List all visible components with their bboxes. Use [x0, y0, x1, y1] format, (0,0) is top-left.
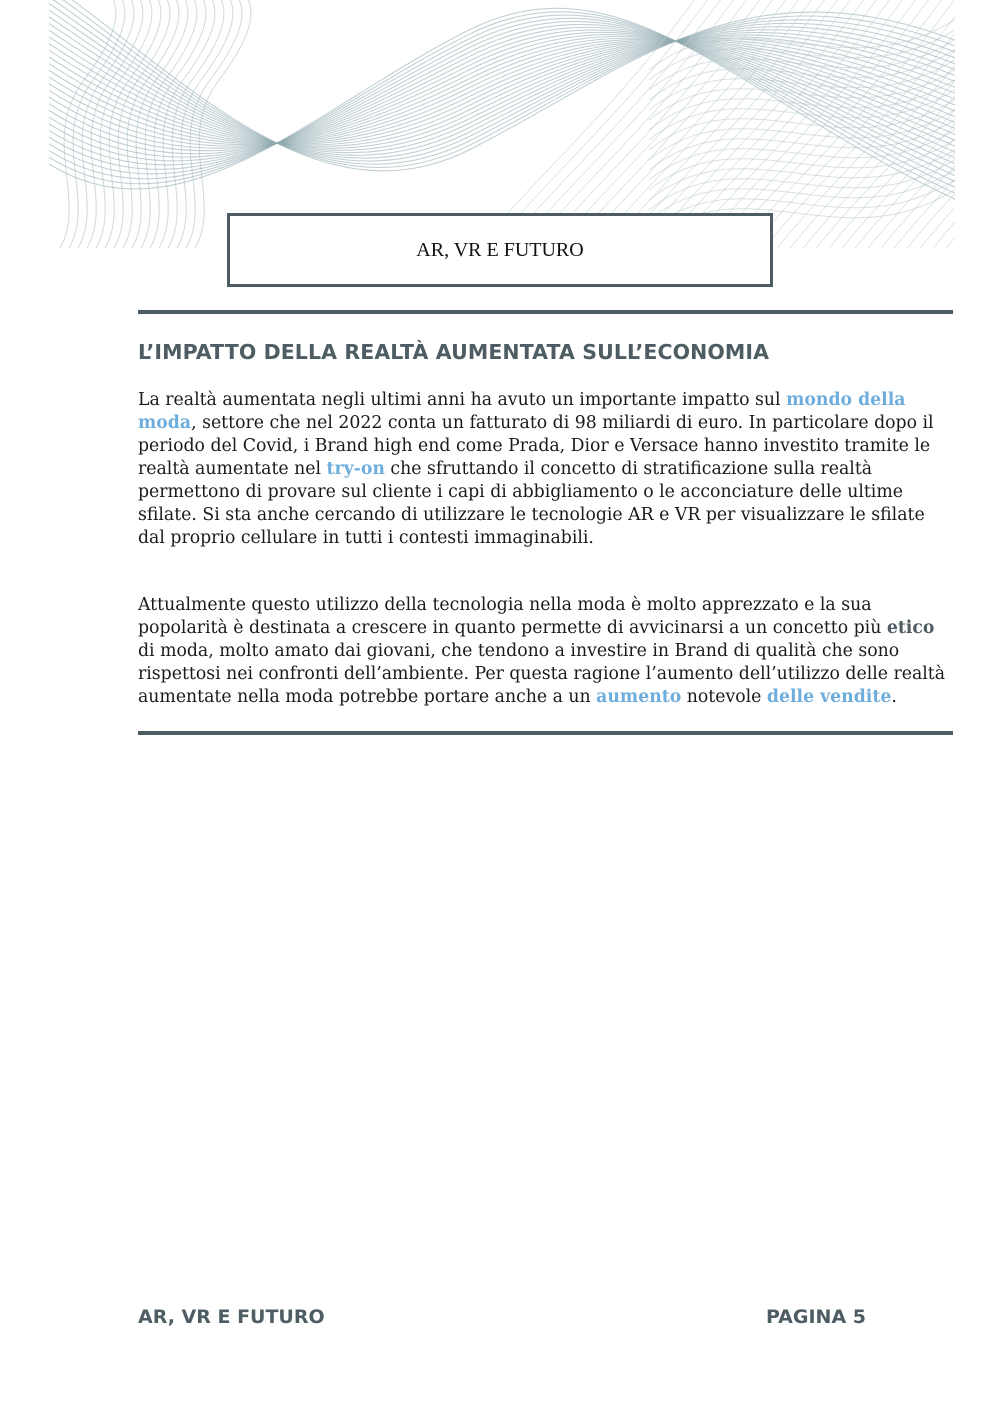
p1-text-1: La realtà aumentata negli ultimi anni ha avuto un importante impatto sul — [138, 390, 787, 410]
header-title-box — [227, 213, 773, 287]
paragraph-1 — [138, 389, 956, 550]
section-heading: L’IMPATTO DELLA REALTÀ AUMENTATA SULL’ECONOMIA — [138, 340, 770, 364]
divider-bottom — [138, 731, 953, 735]
p2-highlight-aumento: aumento — [596, 687, 682, 707]
p2-text-2: di moda, molto amato dai giovani, che tendono a investire in Brand di qualità che sono rispettosi nei confronti dell’ambiente. Per questa ragione l’aumento dell’utilizzo delle realtà aumentate nella moda potrebbe portare anche a un — [138, 641, 946, 707]
divider-top — [138, 310, 953, 314]
p2-highlight-etico: etico — [886, 618, 935, 638]
p1-text-2: , settore che nel 2022 conta un fatturato di 98 miliardi di euro. In particolare dopo il periodo del Covid, i Brand high end come Prada, Dior e Versace hanno investito tramite le realtà aumentate nel — [138, 413, 934, 479]
p2-text-4: . — [891, 687, 897, 707]
p2-highlight-delle-vendite: delle vendite — [766, 687, 892, 707]
p1-text-3: che sfruttando il concetto di stratificazione sulla realtà permettono di provare sul cliente i capi di abbigliamento o le acconciature delle ultime sfilate. Si sta anche cercando di utilizzare le tecnologie AR e VR per visualizzare le sfilate dal proprio cellulare in tutti i contesti immaginabili. — [138, 459, 925, 548]
page-number: PAGINA 5 — [766, 1306, 866, 1328]
wave-line-art — [49, 0, 955, 248]
mesh-line — [729, 0, 955, 248]
p1-highlight-mondo-della-moda: mondo della moda — [138, 390, 906, 433]
paragraph-2 — [138, 594, 956, 709]
p2-text-1: Attualmente questo utilizzo della tecnologia nella moda è molto apprezzato e la sua popolarità è destinata a crescere in quanto permette di avvicinarsi a un concetto più — [138, 595, 887, 638]
p1-highlight-try-on: try-on — [326, 459, 385, 479]
p2-text-3: notevole — [681, 687, 767, 707]
header-title: AR, VR E FUTURO — [416, 238, 584, 261]
footer-title: AR, VR E FUTURO — [138, 1306, 325, 1328]
